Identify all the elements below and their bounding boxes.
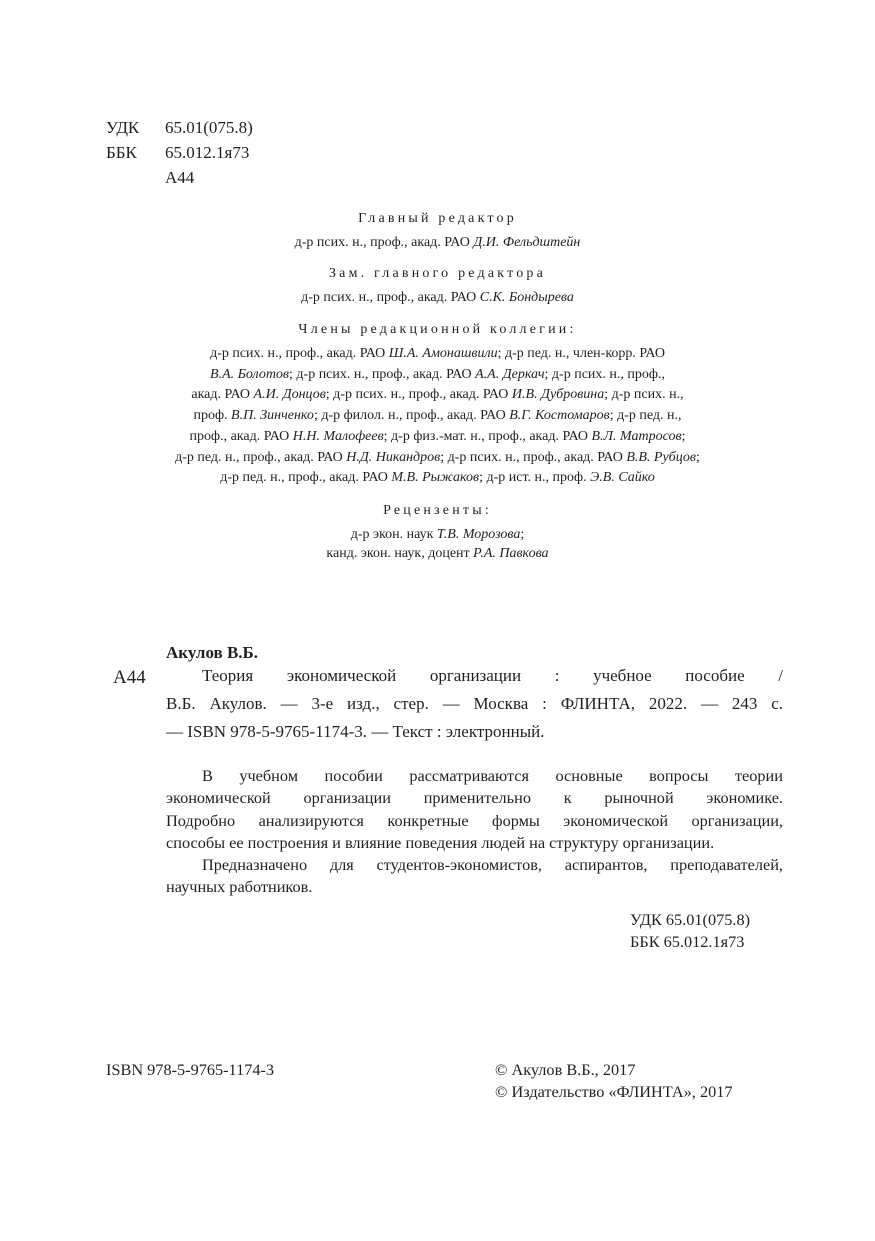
- board-member-text: д-р пед. н., проф., акад. РАО: [175, 449, 347, 465]
- abstract-line: Подробно анализируются конкретные формы экономической организации,: [166, 810, 783, 830]
- board-member-text: д-р псих. н., проф., акад. РАО: [210, 346, 389, 361]
- board-member-name: Н.Д. Никандров: [346, 449, 441, 465]
- board-member-text: д-р пед. н., проф., акад. РАО: [220, 470, 392, 486]
- udk-value: 65.01(075.8): [165, 118, 253, 137]
- isbn: ISBN 978-5-9765-1174-3: [106, 1060, 275, 1079]
- board-line: [0, 448, 875, 469]
- copyright-publisher: © Издательство «ФЛИНТА», 2017: [495, 1082, 733, 1101]
- board-line: [0, 385, 875, 406]
- abstract-line: В учебном пособии рассматриваются основные вопросы теории: [202, 766, 783, 785]
- abstract-line: способы ее построения и влияние поведения людей на структуру организации.: [166, 832, 715, 852]
- reviewers-title: Рецензенты:: [383, 503, 492, 518]
- board-member-text: ; д-р пед. н., член-корр. РАО: [497, 346, 665, 361]
- catalog-code: А44: [113, 667, 146, 688]
- reviewer-1: д-р экон. наук Т.В. Морозова;: [350, 527, 525, 542]
- board-line: [0, 427, 875, 448]
- deputy-editor-line: д-р псих. н., проф., акад. РАО С.К. Бондырева: [301, 290, 574, 305]
- board-line: [0, 365, 875, 386]
- board-member-name: А.И. Донцов: [253, 387, 326, 403]
- udk-bottom: УДК 65.01(075.8): [630, 910, 751, 929]
- board-member-text: ; д-р псих. н., проф., акад. РАО: [325, 387, 512, 403]
- board-member-name: А.А. Деркач: [475, 366, 545, 382]
- board-title: Члены редакционной коллегии:: [298, 322, 577, 337]
- board-member-text: проф., акад. РАО: [189, 428, 293, 444]
- reviewer-2: канд. экон. наук, доцент Р.А. Павкова: [326, 546, 549, 561]
- abstract: [166, 765, 783, 899]
- abstract-line: экономической организации применительно к рыночной экономике.: [166, 788, 783, 808]
- board-member-name: Н.Н. Малофеев: [292, 428, 384, 444]
- catalog-author: Акулов В.Б.: [166, 643, 259, 662]
- board-member-text: ; д-р псих. н., проф., акад. РАО: [289, 366, 476, 382]
- board-member-text: ; д-р псих. н., проф.,: [544, 366, 665, 382]
- catalog-line: В.Б. Акулов. — 3-е изд., стер. — Москва : ФЛИНТА, 2022. — 243 с.: [166, 694, 783, 713]
- udk-label: УДК: [106, 118, 140, 137]
- board-member-text: ; д-р пед. н.,: [609, 408, 682, 424]
- chief-editor-name: Д.И. Фельдштейн: [473, 235, 581, 250]
- board-member-name: М.В. Рыжаков: [391, 470, 480, 486]
- board-member-text: ; д-р псих. н.,: [604, 387, 684, 403]
- author-mark: А44: [165, 168, 195, 187]
- reviewer-1-name: Т.В. Морозова: [436, 527, 521, 542]
- board-member-text: акад. РАО: [191, 387, 254, 403]
- board-members: [0, 344, 875, 489]
- board-member-name: В.А. Болотов: [210, 366, 290, 382]
- board-member-text: ; д-р физ.-мат. н., проф., акад. РАО: [383, 428, 592, 444]
- bbk-bottom: ББК 65.012.1я73: [630, 932, 745, 951]
- bbk-value: 65.012.1я73: [165, 143, 250, 162]
- deputy-editor-name: С.К. Бондырева: [479, 290, 574, 305]
- deputy-editor-title: Зам. главного редактора: [328, 266, 547, 281]
- reviewer-2-name: Р.А. Павкова: [473, 546, 549, 561]
- board-member-text: ; д-р филол. н., проф., акад. РАО: [313, 408, 510, 424]
- board-line: [0, 468, 875, 489]
- board-member-name: В.Л. Матросов: [591, 428, 682, 444]
- board-member-text: ;: [681, 428, 686, 444]
- board-line: [0, 406, 875, 427]
- board-member-name: В.П. Зинченко: [231, 408, 314, 424]
- board-member-text: ; д-р псих. н., проф., акад. РАО: [440, 449, 627, 465]
- bbk-label: ББК: [106, 143, 137, 162]
- board-member-name: В.Г. Костомаров: [509, 408, 610, 424]
- board-member-text: ;: [695, 449, 700, 465]
- board-member-text: ; д-р ист. н., проф.: [479, 470, 591, 486]
- board-member-name: В.В. Рубцов: [626, 449, 696, 465]
- board-member-name: И.В. Дубровина: [511, 387, 605, 403]
- board-member-text: проф.: [193, 408, 232, 424]
- chief-editor-line: д-р псих. н., проф., акад. РАО Д.И. Фельдштейн: [294, 235, 581, 250]
- board-line: [0, 344, 875, 365]
- abstract-line: научных работников.: [166, 877, 313, 897]
- board-member-name: Ш.А. Амонашвили: [388, 346, 498, 361]
- chief-editor-title: Главный редактор: [358, 211, 517, 226]
- board-member-name: Э.В. Сайко: [590, 470, 655, 486]
- catalog-entry: [166, 662, 783, 746]
- copyright-author: © Акулов В.Б., 2017: [495, 1060, 636, 1079]
- catalog-line: — ISBN 978-5-9765-1174-3. — Текст : электронный.: [166, 722, 545, 741]
- abstract-line: Предназначено для студентов-экономистов, аспирантов, преподавателей,: [202, 855, 783, 875]
- catalog-line: Теория экономической организации : учебное пособие /: [202, 666, 783, 685]
